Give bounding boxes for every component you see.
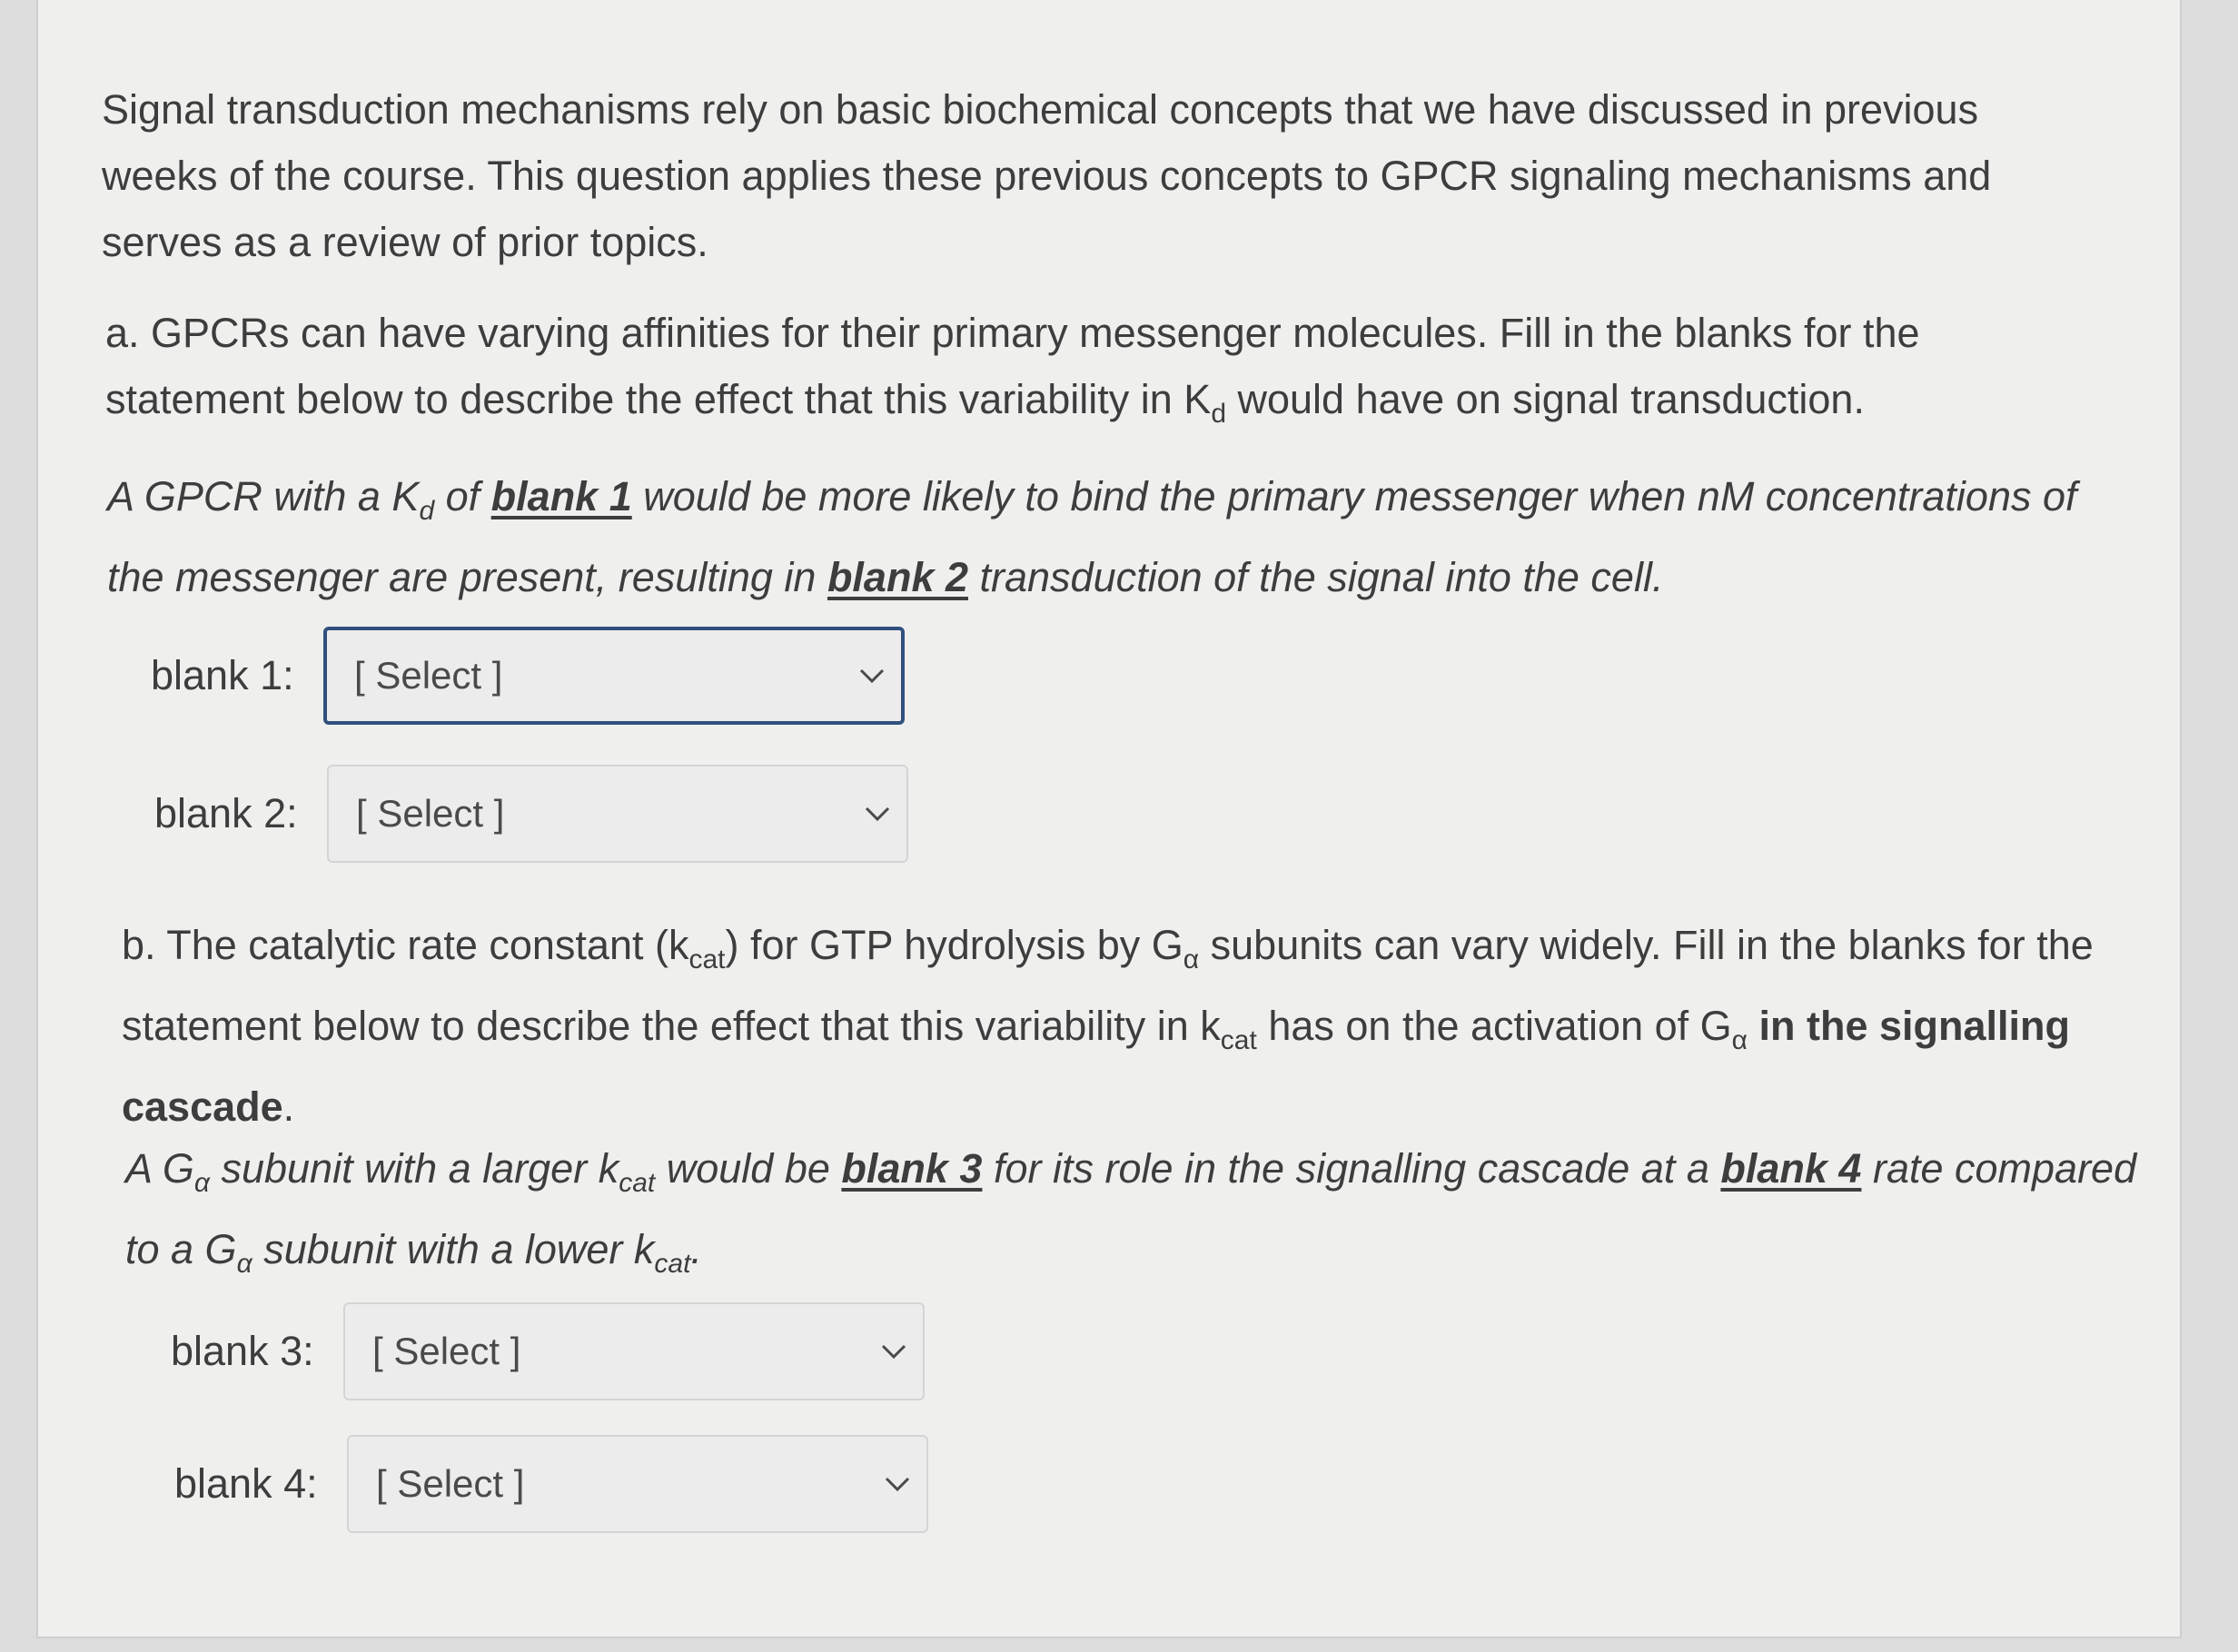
- blank-2-row: [154, 765, 908, 863]
- question-intro: Signal transduction mechanisms rely on basic biochemical concepts that we have discussed in previous weeks of the course. This question applies these previous concepts to GPCR signaling mechanisms and serves as a review of prior topics.: [102, 86, 1992, 265]
- blank-3-value: [ Select ]: [372, 1330, 521, 1372]
- question-panel: [36, 0, 2182, 1638]
- blank-1-reference: blank 1: [490, 473, 632, 519]
- blank-3-label: blank 3:: [171, 1328, 314, 1374]
- blank-2-select[interactable]: [327, 765, 908, 863]
- part-a-statement: A GPCR with a $K_d$ of blank 1 would be more likely to bind the primary messenger when nM concentrations of the messenger are present, resulting in blank 2 transduction of the signal into the cell.: [107, 473, 2077, 600]
- blank-3-reference: blank 3: [841, 1145, 983, 1192]
- blank-1-label: blank 1:: [151, 652, 294, 698]
- chevron-down-icon: [881, 1468, 914, 1500]
- blank-1-value: [ Select ]: [354, 654, 503, 697]
- blank-4-select[interactable]: [347, 1435, 928, 1533]
- chevron-down-icon: [877, 1335, 910, 1368]
- blank-4-row: [174, 1435, 928, 1533]
- blank-2-label: blank 2:: [154, 790, 298, 836]
- part-b-statement: A $G_\alpha$ subunit with a larger $k_{cat}$ would be blank 3 for its role in the signalling cascade at a blank 4 rate compared to a $G_\alpha$ subunit with a lower $k_{cat}$.: [125, 1145, 2137, 1279]
- blank-3-row: [171, 1302, 925, 1400]
- blank-1-select[interactable]: [323, 627, 905, 725]
- blank-3-select[interactable]: [343, 1302, 925, 1400]
- blank-4-value: [ Select ]: [376, 1462, 525, 1505]
- blank-4-reference: blank 4: [1720, 1145, 1862, 1192]
- chevron-down-icon: [856, 659, 888, 692]
- blank-2-value: [ Select ]: [356, 792, 505, 835]
- part-b-prompt: b. The catalytic rate constant $(k_{cat})$ for GTP hydrolysis by $G_\alpha$ subunits can vary widely. Fill in the blanks for the statement below to describe the effect that this variability in $k_{cat}$ has on the activation of $G_\alpha$ in the signalling cascade.: [122, 922, 2094, 1130]
- part-a-prompt: a. GPCRs can have varying affinities for their primary messenger molecules. Fill in the blanks for the statement below to describe the effect that this variability in $K_d$ would have on signal transduction.: [105, 310, 1920, 429]
- blank-2-reference: blank 2: [827, 554, 968, 600]
- blank-4-label: blank 4:: [174, 1460, 318, 1507]
- chevron-down-icon: [861, 797, 894, 830]
- blank-1-row: [151, 627, 905, 725]
